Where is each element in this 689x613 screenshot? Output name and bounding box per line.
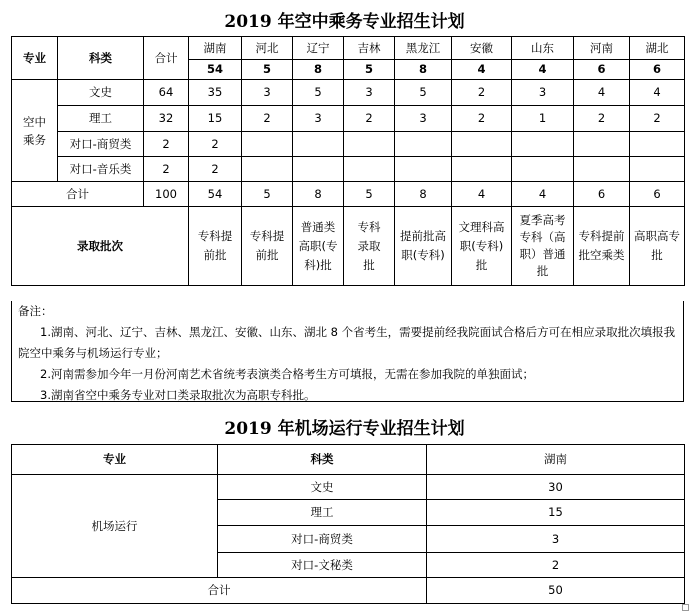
batch-cell: 专科提前批空乘类: [574, 207, 630, 286]
cell: 3: [293, 106, 344, 132]
major-name: 机场运行: [12, 475, 218, 578]
province-header: 湖北: [630, 37, 685, 60]
header-total: 合计: [144, 37, 189, 80]
cell: [452, 132, 512, 157]
cell: 2: [574, 106, 630, 132]
header-province: 湖南: [427, 445, 685, 475]
province-header: 安徽: [452, 37, 512, 60]
cell: 2: [189, 157, 242, 182]
table-row: [12, 106, 685, 132]
province-total: 6: [574, 60, 630, 80]
cell: 6: [630, 182, 685, 207]
cell: 3: [242, 80, 293, 106]
row-total: 2: [144, 157, 189, 182]
cell: 30: [427, 475, 685, 500]
cell: [242, 157, 293, 182]
province-header: 河南: [574, 37, 630, 60]
header-category: 科类: [58, 37, 144, 80]
province-total: 5: [344, 60, 395, 80]
header-major: 专业: [12, 37, 58, 80]
sum-total: 100: [144, 182, 189, 207]
sum-row: [12, 578, 685, 604]
cell: [242, 132, 293, 157]
cell: [344, 132, 395, 157]
cell: [395, 132, 452, 157]
table-row: [12, 475, 685, 500]
batch-cell: 文理科高职(专科)批: [452, 207, 512, 286]
cell: [452, 157, 512, 182]
header-category: 科类: [218, 445, 427, 475]
plan1-title: 2019 年空中乘务专业招生计划: [224, 12, 465, 32]
table-row: [12, 157, 685, 182]
cell: 4: [630, 80, 685, 106]
cell: [293, 132, 344, 157]
cell: 3: [512, 80, 574, 106]
province-total: 8: [293, 60, 344, 80]
province-header: 湖南: [189, 37, 242, 60]
cell: 4: [512, 182, 574, 207]
cell: 15: [189, 106, 242, 132]
row-category: 理工: [58, 106, 144, 132]
batch-cell: 高职高专批: [630, 207, 685, 286]
airport-operation-plan-table: [11, 444, 685, 604]
province-header: 黑龙江: [395, 37, 452, 60]
row-category: 对口-商贸类: [218, 526, 427, 553]
cell: 4: [574, 80, 630, 106]
batch-cell: 提前批高职(专科): [395, 207, 452, 286]
batch-cell: 专科提前批: [189, 207, 242, 286]
cell: 5: [344, 182, 395, 207]
row-category: 理工: [218, 500, 427, 526]
row-total: 64: [144, 80, 189, 106]
batch-cell: 普通类高职(专科)批: [293, 207, 344, 286]
notes-title: 备注：: [18, 304, 53, 318]
row-category: 对口-商贸类: [58, 132, 144, 157]
header-major: 专业: [12, 445, 218, 475]
cell: 54: [189, 182, 242, 207]
cell: [630, 132, 685, 157]
cell: 5: [293, 80, 344, 106]
cell: 2: [630, 106, 685, 132]
sum-label: 合计: [12, 578, 427, 604]
province-header: 河北: [242, 37, 293, 60]
province-total: 8: [395, 60, 452, 80]
batch-cell: 专科录取批: [344, 207, 395, 286]
cell: [512, 157, 574, 182]
cell: 2: [242, 106, 293, 132]
note-item: 2.河南需参加今年一月份河南艺术省统考表演类合格考生方可填报，无需在参加我院的单独面试；: [40, 367, 534, 381]
row-category: 文史: [218, 475, 427, 500]
cell: [574, 132, 630, 157]
cell: [630, 157, 685, 182]
page-corner-marker: [682, 604, 689, 611]
cell: 2: [189, 132, 242, 157]
major-name: 空中乘务: [12, 80, 58, 182]
cell: 3: [344, 80, 395, 106]
notes-box: [11, 301, 684, 402]
row-category: 文史: [58, 80, 144, 106]
air-steward-plan-table: [11, 36, 685, 286]
batch-row: [12, 207, 685, 286]
province-total: 4: [452, 60, 512, 80]
cell: 2: [344, 106, 395, 132]
cell: 2: [427, 553, 685, 578]
table-row: [12, 132, 685, 157]
row-category: 对口-音乐类: [58, 157, 144, 182]
cell: 8: [395, 182, 452, 207]
row-category: 对口-文秘类: [218, 553, 427, 578]
sum-label: 合计: [12, 182, 144, 207]
province-header: 吉林: [344, 37, 395, 60]
sum-row: [12, 182, 685, 207]
cell: 6: [574, 182, 630, 207]
sum-total: 50: [427, 578, 685, 604]
cell: [395, 157, 452, 182]
batch-cell: 专科提前批: [242, 207, 293, 286]
cell: 5: [395, 80, 452, 106]
plan2-title: 2019 年机场运行专业招生计划: [224, 419, 465, 439]
cell: [512, 132, 574, 157]
batch-cell: 夏季高考专科（高职）普通批: [512, 207, 574, 286]
cell: 15: [427, 500, 685, 526]
cell: [293, 157, 344, 182]
table-row: [12, 80, 685, 106]
row-total: 32: [144, 106, 189, 132]
cell: 5: [242, 182, 293, 207]
province-total: 4: [512, 60, 574, 80]
row-total: 2: [144, 132, 189, 157]
cell: 35: [189, 80, 242, 106]
cell: 1: [512, 106, 574, 132]
cell: 3: [427, 526, 685, 553]
province-total: 6: [630, 60, 685, 80]
note-item: 3.湖南省空中乘务专业对口类录取批次为高职专科批。: [40, 388, 316, 402]
province-total: 54: [189, 60, 242, 80]
batch-label: 录取批次: [12, 207, 189, 286]
cell: [574, 157, 630, 182]
province-header: 山东: [512, 37, 574, 60]
province-header: 辽宁: [293, 37, 344, 60]
cell: 8: [293, 182, 344, 207]
note-item: 1.湖南、河北、辽宁、吉林、黑龙江、安徽、山东、湖北 8 个省考生，需要提前经我院面试合格后方可在相应录取批次填报我院空中乘务与机场运行专业；: [18, 325, 676, 360]
cell: 2: [452, 80, 512, 106]
cell: [344, 157, 395, 182]
cell: 3: [395, 106, 452, 132]
province-total: 5: [242, 60, 293, 80]
cell: 2: [452, 106, 512, 132]
cell: 4: [452, 182, 512, 207]
